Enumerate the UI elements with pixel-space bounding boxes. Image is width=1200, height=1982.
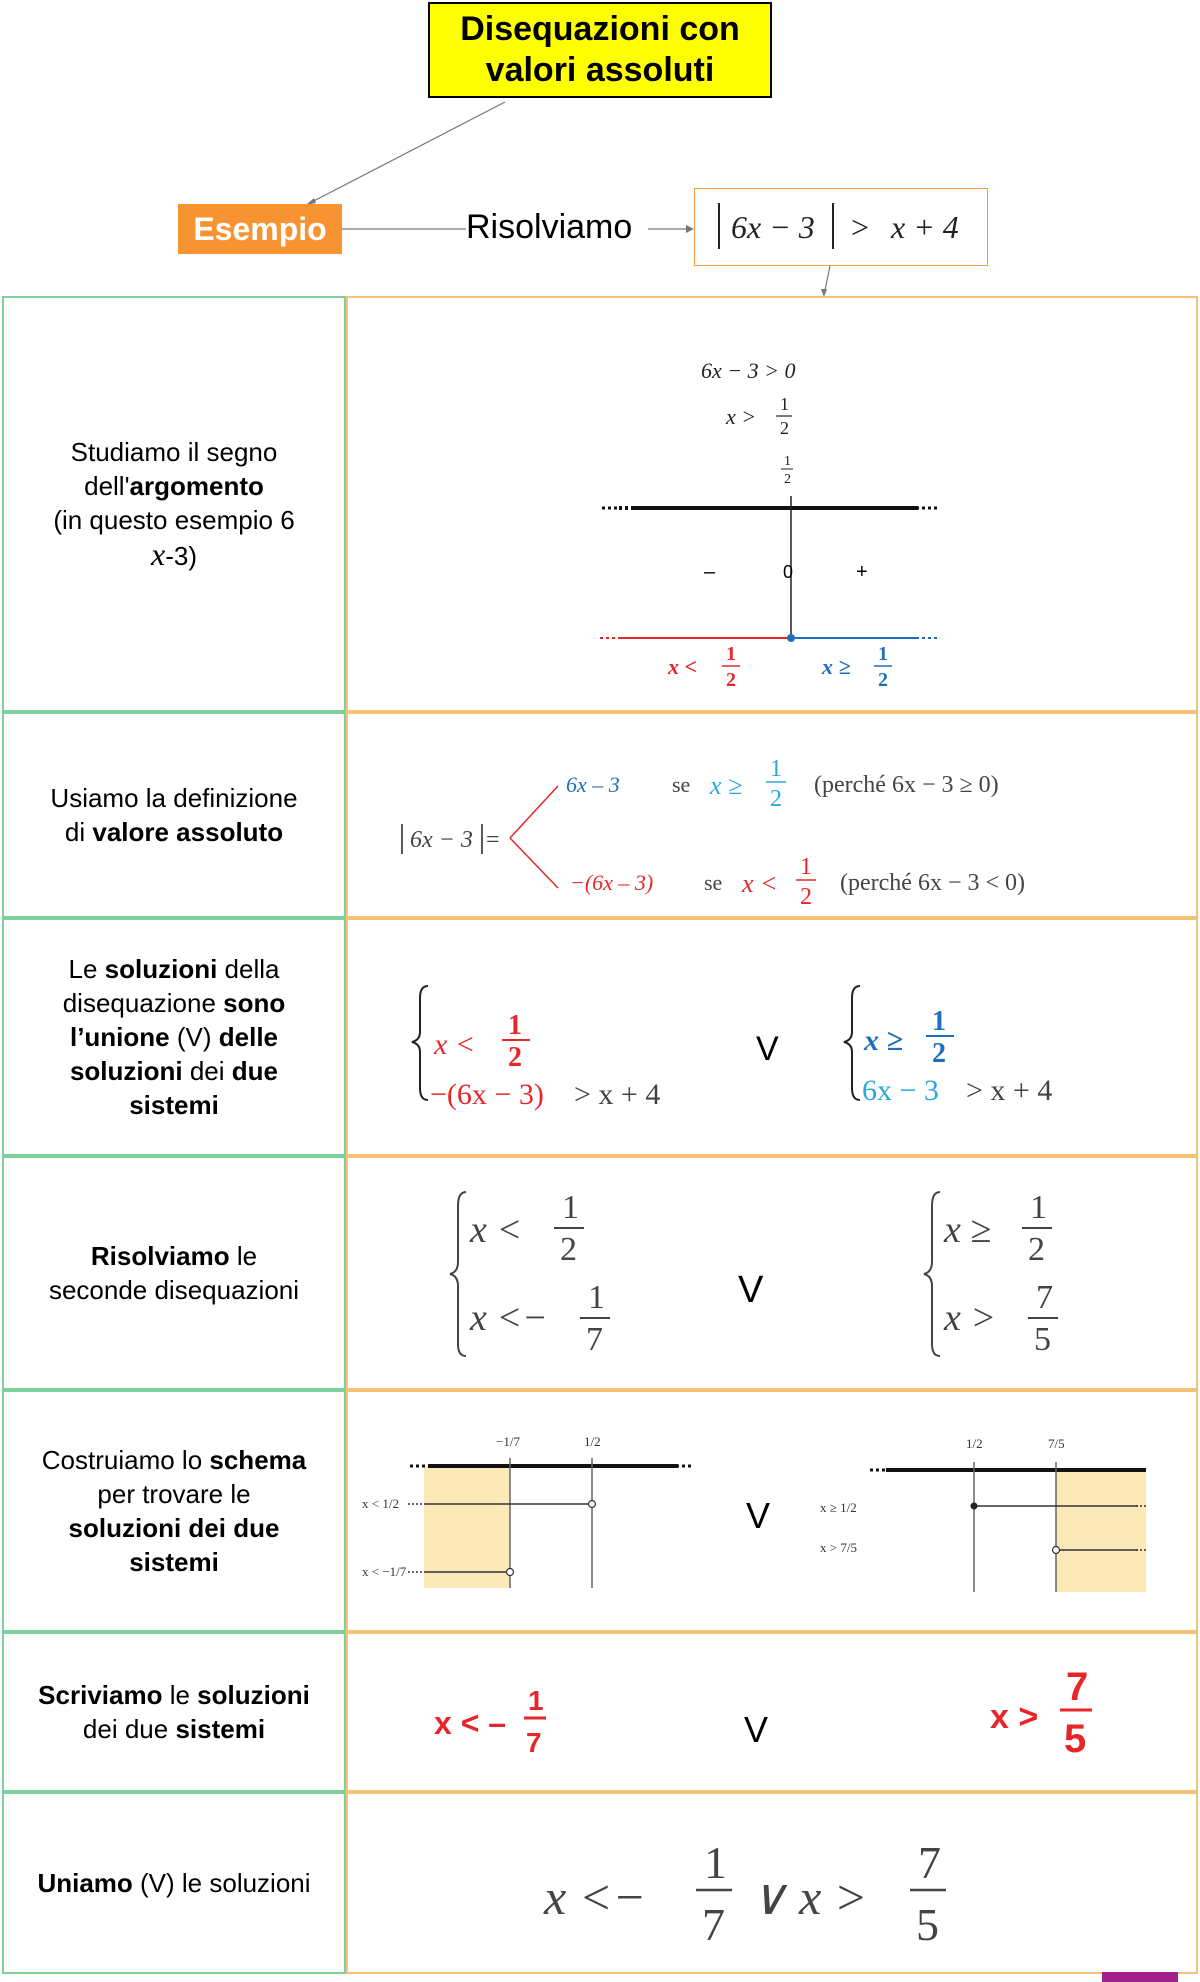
row-definition-label: Usiamo la definizione di valore assoluto	[2, 712, 346, 918]
sys2-first: x ≥	[864, 1024, 903, 1057]
svg-text:1: 1	[588, 1279, 605, 1316]
example-label: Esempio	[193, 210, 327, 247]
def-case1-cond: x ≥	[710, 771, 743, 800]
sys1-second-red: −(6x − 3)	[430, 1078, 544, 1111]
sys2-second-rest: > x + 4	[966, 1074, 1053, 1107]
solution-left: x < –	[434, 1705, 507, 1741]
def-case1-expr: 6x – 3	[566, 772, 620, 797]
scheme-right-tick2: 7/5	[1048, 1436, 1065, 1451]
svg-text:7: 7	[702, 1899, 725, 1950]
svg-text:1: 1	[770, 756, 782, 782]
or-symbol-2: V	[738, 1269, 764, 1311]
row-union-content	[346, 918, 1198, 1156]
solve-label: Risolviamo	[466, 208, 633, 246]
scheme-left-row2: x < −1/7	[362, 1564, 407, 1579]
svg-text:7: 7	[586, 1321, 603, 1358]
or-symbol-3: V	[746, 1495, 771, 1536]
row-solve-label: Risolviamo le seconde disequazioni	[2, 1156, 346, 1390]
sign-plus: +	[856, 561, 868, 583]
svg-text:1: 1	[528, 1685, 544, 1716]
svg-text:1: 1	[726, 643, 736, 665]
solution-right: x >	[990, 1698, 1039, 1736]
row-solve-content	[346, 1156, 1198, 1390]
svg-text:2: 2	[770, 786, 782, 812]
sign-zero: 0	[783, 562, 794, 582]
svg-text:7: 7	[1066, 1665, 1089, 1709]
row-final-content	[346, 1792, 1198, 1974]
def-case1-why: (perché 6x − 3 ≥ 0)	[814, 772, 999, 798]
svg-text:1: 1	[508, 1010, 522, 1041]
def-case2-expr: −(6x – 3)	[570, 870, 654, 895]
svg-text:7: 7	[526, 1727, 542, 1758]
svg-text:2: 2	[878, 669, 888, 691]
svg-text:2: 2	[784, 472, 791, 487]
s2-first: x ≥	[944, 1209, 992, 1251]
svg-text:2: 2	[560, 1231, 577, 1268]
svg-text:1: 1	[780, 394, 789, 414]
main-abs-arg: 6x − 3	[731, 209, 815, 245]
sys1-first: x <	[434, 1028, 476, 1061]
svg-text:5: 5	[1034, 1321, 1051, 1358]
svg-text:2: 2	[726, 669, 736, 691]
def-abs-arg: 6x − 3	[410, 827, 473, 853]
scheme-right-row2: x > 7/5	[820, 1540, 857, 1555]
svg-text:1: 1	[704, 1837, 727, 1888]
row-definition-content	[346, 712, 1198, 918]
svg-text:se: se	[672, 772, 691, 797]
svg-text:7: 7	[918, 1837, 941, 1888]
scheme-right-row1: x ≥ 1/2	[820, 1500, 857, 1515]
scheme-left-tick2: 1/2	[584, 1434, 601, 1449]
svg-text:1: 1	[1030, 1189, 1047, 1226]
main-rel: >	[851, 209, 870, 245]
svg-text:5: 5	[916, 1899, 939, 1950]
sign-line2: x >	[726, 404, 757, 429]
def-case2-why: (perché 6x − 3 < 0)	[840, 870, 1026, 896]
connector-lines	[0, 0, 1200, 300]
s2-second: x >	[944, 1297, 997, 1339]
or-symbol-4: V	[744, 1709, 769, 1750]
svg-text:=: =	[486, 827, 500, 853]
corner-tab	[1102, 1972, 1178, 1982]
row-scheme-label: Costruiamo lo schema per trovare le soluzioni dei due sistemi	[2, 1390, 346, 1632]
page-title: Disequazioni con valori assoluti	[460, 10, 740, 89]
sign-left-region: x <	[668, 654, 698, 679]
svg-text:2: 2	[932, 1038, 946, 1069]
scheme-left-shade	[424, 1466, 510, 1588]
main-rhs: x + 4	[891, 209, 959, 245]
svg-text:1: 1	[932, 1006, 946, 1037]
svg-text:2: 2	[508, 1042, 522, 1073]
scheme-left-tick1: −1/7	[496, 1434, 520, 1449]
sys2-second-blue: 6x − 3	[862, 1074, 939, 1107]
final-lhs: x <−	[544, 1869, 647, 1925]
sys1-second-rest: > x + 4	[574, 1078, 661, 1111]
svg-text:1: 1	[800, 854, 812, 880]
svg-text:se: se	[704, 870, 723, 895]
s1-first: x <	[470, 1209, 523, 1251]
or-symbol: V	[756, 1030, 779, 1068]
row-write-label: Scriviamo le soluzioni dei due sistemi	[2, 1632, 346, 1792]
sign-right-region: x ≥	[822, 654, 851, 679]
svg-text:1: 1	[878, 643, 888, 665]
final-mid: ∨ x >	[750, 1869, 868, 1925]
row-final-label: Uniamo (V) le soluzioni	[2, 1792, 346, 1974]
svg-text:5: 5	[1064, 1717, 1087, 1761]
svg-text:1: 1	[784, 454, 791, 469]
scheme-right-shade	[1056, 1470, 1146, 1592]
svg-text:2: 2	[780, 418, 789, 438]
svg-text:1: 1	[562, 1189, 579, 1226]
sign-minus: –	[704, 561, 716, 583]
svg-text:2: 2	[1028, 1231, 1045, 1268]
row-scheme-content	[346, 1390, 1198, 1632]
scheme-left-row1: x < 1/2	[362, 1496, 399, 1511]
s1-second: x <−	[470, 1297, 548, 1339]
def-case2-cond: x <	[742, 869, 778, 898]
row-sign-study-label: Studiamo il segno dell'argomento (in questo esempio 6 x-3)	[2, 296, 346, 712]
sign-line1: 6x − 3 > 0	[701, 358, 796, 383]
main-inequality	[694, 188, 988, 266]
example-badge	[178, 204, 342, 254]
row-write-content	[346, 1632, 1198, 1792]
svg-text:7: 7	[1036, 1279, 1053, 1316]
row-union-label: Le soluzioni della disequazione sono l’unione (V) delle soluzioni dei due sistemi	[2, 918, 346, 1156]
scheme-right-tick1: 1/2	[966, 1436, 983, 1451]
row-sign-study-content	[346, 296, 1198, 712]
svg-text:2: 2	[800, 884, 812, 910]
